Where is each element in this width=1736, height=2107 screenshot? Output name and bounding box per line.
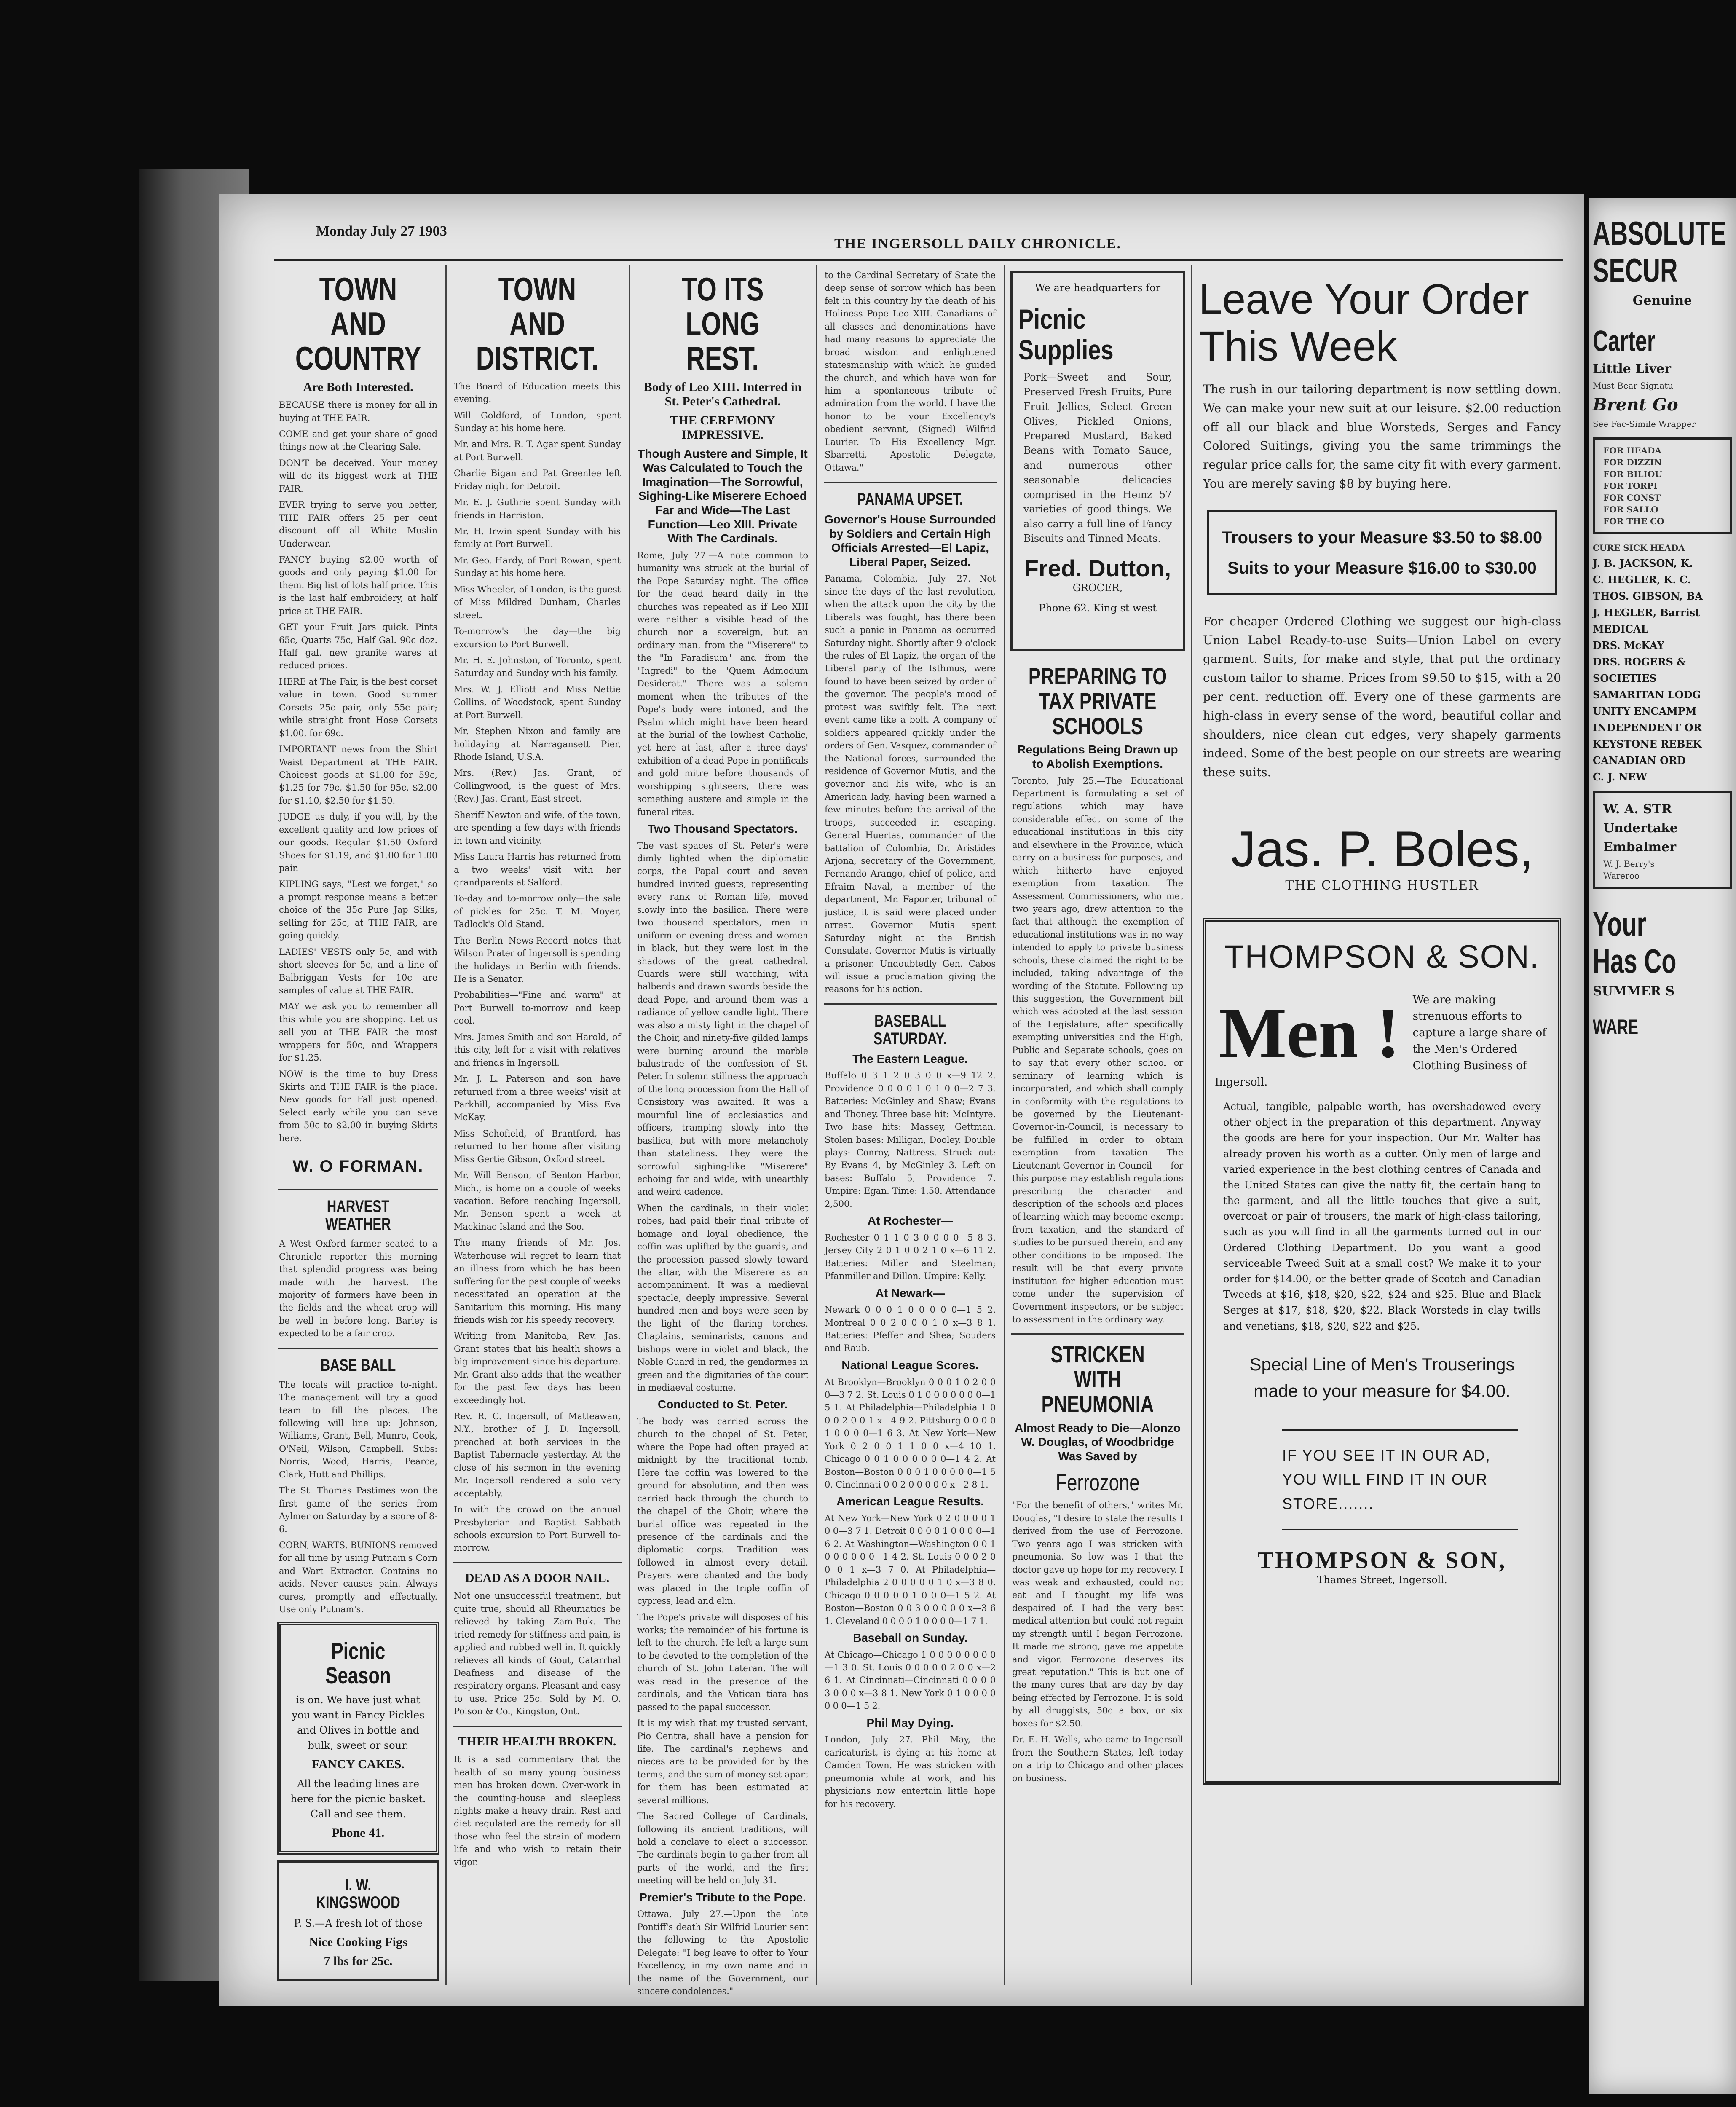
ferrozone-brand: Ferrozone: [1056, 1469, 1140, 1496]
boles-para-2: For cheaper Ordered Clothing we suggest our high-class Union Label Ready-to-use Suits—Union Label on every garment. Suits, for make and style, that put the ordinary custom tailor to shame. Prices from $9.50 to $15, with a 20 per cent. reduction off. Every one of these garments are high-class in every sense of the word, beautiful collar and shoulders, nice clean cut edges, very shapely garments indeed. Some of the best people on our streets are wearing these suits.: [1203, 614, 1561, 780]
fair-advert-paragraph: NOW is the time to buy Dress Skirts and THE FAIR is the place. New goods for Fall just opened. Select early while you can save from 50c to $2.00 in buying Skirts here.: [279, 1069, 437, 1143]
directory-entry: J. HEGLER, Barrist: [1593, 606, 1700, 619]
thompson-footer-address: Thames Street, Ingersoll.: [1317, 1574, 1447, 1586]
pope-para-6: It is my wish that my trusted servant, Pio Centra, shall have a pension for life. The cardinal's nephews and nieces are to be provided for by the terms, and the sum of money set apart for them has been estimated at several millions.: [637, 1718, 808, 1805]
column-rule: [1191, 265, 1192, 1985]
district-news-item: The Board of Education meets this evening.: [454, 381, 621, 405]
eastern-league-scores: Buffalo 0 3 1 2 0 3 0 0 x—9 12 2. Providence 0 0 0 0 1 0 1 0 0—2 7 3. Batteries: McGinley and Shaw; Evans and Thoney. Three base hit: McIntyre. Two base hits: Massey, Gettman. Stolen bases: Milligan, Dooley. Double plays: Conroy, Nattress. Struck out: By Evans 4, by McGinley 3. Left on bases: Buffalo 5, Providence 7. Umpire: Egan. Time: 1.50. Attendance 2,500.: [825, 1070, 996, 1209]
security-headline: SECUR: [1593, 252, 1678, 289]
subhead-at-rochester: At Rochester—: [867, 1214, 953, 1228]
district-news-item: To-day and to-morrow only—the sale of pickles for 25c. T. M. Moyer, Tadlock's Old Stand.: [454, 893, 621, 930]
fair-advert-paragraph: GET your Fruit Jars quick. Pints 65c, Quarts 75c, Half Gal. 90c doz. Half gal. new granite wares at reduced prices.: [279, 622, 437, 671]
fair-advert-paragraph: LADIES' VESTS only 5c, and with short sleeves for 5c, and a line of Balbriggan Vests for 10c are samples of value at THE FAIR.: [279, 946, 437, 995]
thompson-text: Actual, tangible, palpable worth, has overshadowed every other object in the preparation of this department. Anyway the goods are here for your inspection. Our Mr. Walter has already proven his worth as a cutter. Only men of large and varied experience in the best clothing centres of Canada and the United States can give the natty fit, the certain hang to the garment, and all the little touches that give a suit, overcoat or pair of trousers, the mark of high-class tailoring, such as you will find in all the garments turned out in our Ordered Clothing Department. Do you want a good serviceable Tweed Suit at a small cost? We make it to your order for $14.00, or the better grade of Scotch and Canadian Tweeds at $16, $18, $20, $22, $24 and $25. Blue and Black Serges at $17, $18, $20, $22. Black Worsteds in clay twills and venetians, $18, $20, $22 and $25.: [1223, 1100, 1541, 1332]
district-news-items: [449, 380, 626, 1555]
strad-advert: [1593, 791, 1732, 889]
district-news-item: Miss Wheeler, of London, is the guest of Miss Mildred Dunham, Charles street.: [454, 584, 621, 620]
masthead: [219, 194, 1584, 252]
district-news-item: Mr. Geo. Hardy, of Port Rowan, spent Sunday at his home here.: [454, 555, 621, 579]
has-co-headline: Has Co: [1593, 942, 1677, 980]
divider: [824, 482, 997, 483]
masthead-date: Monday July 27 1903: [316, 223, 447, 239]
door-nail-text: Not one unsuccessful treatment, but quite true, should all Rheumatics be relieved by taking Zam-Buk. The tried remedy for stiffness and pain, is applied and rubbed well in. It quickly relieves all kinds of Gout, Catarrhal Deafness and disease of the respiratory organs. Pleasant and easy to use. Price 25c. Sold by M. O. Poison & Co., Kingston, Ont.: [454, 1591, 621, 1717]
carters-box-line: FOR BILIOU: [1603, 469, 1662, 479]
facing-page-fragment: [1589, 198, 1736, 2094]
dutton-name: Fred. Dutton,: [1024, 555, 1171, 582]
subhead-national-league: National League Scores.: [841, 1358, 979, 1372]
baseball-text: The locals will practice to-night. The management will try a good team to fill the places. The following will line up: Johnson, Williams, Grant, Bell, Munro, Cook, O'Neil, Wilson, Campbell. Subs: Norris, Wood, Harris, Pearce, Clark, Hutt and Phillips.: [279, 1379, 437, 1480]
directory-entry: DRS. ROGERS &: [1593, 656, 1686, 668]
district-news-item: In with the crowd on the annual Presbyterian and Baptist Sabbath schools excursion to Port Burwell to-morrow.: [454, 1504, 621, 1553]
phil-may-text: London, July 27.—Phil May, the caricaturist, is dying at his home at Camden Town. He was stricken with pneumonia while at work, and his physicians now entertain little hope for his recovery.: [825, 1734, 996, 1809]
boles-trousers-price: Trousers to your Measure $3.50 to $8.00: [1222, 528, 1543, 547]
fair-advert-paragraph: DON'T be deceived. Your money will do its biggest work at THE FAIR.: [279, 458, 437, 494]
fancy-cakes-heading: FANCY CAKES.: [311, 1757, 405, 1772]
divider: [1011, 1333, 1184, 1335]
kingswood-item: Nice Cooking Figs: [309, 1935, 407, 1949]
subhead-ceremony-impressive: THE CEREMONY IMPRESSIVE.: [670, 413, 775, 442]
district-news-item: The many friends of Mr. Jos. Waterhouse will regret to learn that an illness from which he has been suffering for the past couple of weeks necessitated an operation at the Sanitarium this morning. His many friends wish for his speedy recovery.: [454, 1238, 621, 1325]
subhead-pneumonia: Almost Ready to Die—Alonzo W. Douglas, of Woodbridge Was Saved by: [1015, 1421, 1181, 1463]
column-pope-burial: [632, 265, 813, 1996]
pope-para-7: The Sacred College of Cardinals, following its ancient traditions, will hold a conclave to elect a successor. The cardinals begin to gather from all parts of the world, and the first meeting will be held on July 31.: [637, 1811, 808, 1886]
fair-advert-paragraph: MAY we ask you to remember all this while you are shopping. Let us sell you at THE FAIR the most wrappers for 50c, and Wrappers for $1.25.: [279, 1001, 437, 1063]
pope-para-4: The body was carried across the church to the chapel of St. Peter, where the Pope had often prayed at midnight by the traditional tomb. Here the coffin was lowered to the ground for absolution, and then was carried back through the church to the chapel of the Choir, where the burial office was repeated in the presence of the cardinals and the diplomatic corps. Tradition was followed in almost every detail. Prayers were chanted and the body was placed in the triple coffin of cypress, lead and elm.: [637, 1416, 808, 1606]
carters-box-line: FOR CONST: [1603, 493, 1661, 503]
district-news-item: Mr. H. Irwin spent Sunday with his family at Port Burwell.: [454, 526, 621, 550]
boles-headline: Leave Your Order This Week: [1199, 276, 1529, 370]
kingswood-price: 7 lbs for 25c.: [324, 1954, 393, 1968]
kingswood-name: I. W. KINGSWOOD: [316, 1876, 400, 1912]
district-news-item: Mr. H. E. Johnston, of Toronto, spent Saturday and Sunday with his family.: [454, 655, 621, 678]
column-town-and-country: [274, 265, 442, 1985]
boles-name: Jas. P. Boles,: [1230, 820, 1534, 877]
sunday-scores: At Chicago—Chicago 1 0 0 0 0 0 0 0 0—1 3 0. St. Louis 0 0 0 0 0 2 0 0 x—2 6 1. At Cincinnati—Cincinnati 0 0 0 0 3 0 0 0 x—3 8 1. New York 0 1 0 0 0 0 0 0 0—1 5 2.: [825, 1649, 996, 1711]
health-broken-text: It is a sad commentary that the health of so many young business men has broken down. Over-work in the counting-house and sleepless nights make a heavy drain. Rest and diet regulated are the remedy for all those who feel the strain of modern life and who wish to retain their vigor.: [454, 1754, 621, 1867]
headline-panama-upset: PANAMA UPSET.: [857, 490, 963, 509]
your-headline: Your: [1593, 905, 1646, 943]
subhead-baseball-sunday: Baseball on Sunday.: [853, 1631, 967, 1644]
district-news-item: Mr. and Mrs. R. T. Agar spent Sunday at Port Burwell.: [454, 439, 621, 462]
district-news-item: Miss Laura Harris has returned from a two weeks' visit with her grandparents at Salford.: [454, 852, 621, 887]
dutton-headline: Picnic Supplies: [1018, 303, 1114, 365]
masthead-rule: [274, 259, 1563, 261]
dutton-items: Pork—Sweet and Sour, Preserved Fresh Fruits, Pure Fruit Jellies, Select Green Olives, Pickled Onions, Prepared Mustard, Baked Beans with Tomato Sauce, and numerous other seasonable delicacies comprised in the Heinz 57 varieties of good things. We also carry a full line of Fancy Biscuits and Tinned Meats.: [1023, 371, 1172, 544]
tax-schools-text: Toronto, July 25.—The Educational Department is formulating a set of regulations which may have considerable effect on some of the educational institutions in this city and elsewhere in the Province, which carry on a business for purposes, and which hitherto have enjoyed exemption from taxation. The Assessment Commissioners, who met two years ago, drew attention to the fact that although the exemption of educational institutions was in no way intended to apply to private business schools, these claimed the right to be included, taking advantage of the wording of the Statute. Following up this suggestion, the Government bill which was adopted at the last session of the Legislature, after specifically exempting universities and the High, Public and Separate schools, goes on to say that every other school or seminary of learning which is incorporated, and which shall comply in conformity with the regulations to be governed by the Lieutenant-Governor-in-Council, is necessary to be fulfilled in order to obtain exemption from taxation. The Lieutenant-Governor-in-Council for this purpose may establish regulations prescribing the character and description of the schools and places of learning which may become exempt from taxation, and the standard of studies to be pursued therein, and any other conditions to be imposed. The result will be that every private institution for higher education must come under the supervision of Government inspectors, or be subject to assessment in the ordinary way.: [1012, 775, 1183, 1324]
carters-box-line: FOR HEADA: [1603, 445, 1661, 456]
thompson-name: THOMPSON & SON.: [1224, 938, 1540, 975]
cure-sick-headache: CURE SICK HEADA: [1593, 543, 1685, 553]
subhead-panama: Governor's House Surrounded by Soldiers and Certain High Officials Arrested—El Lapiz, Liberal Paper, Seized.: [824, 513, 997, 568]
district-news-item: To-morrow's the day—the big excursion to Port Burwell.: [454, 626, 621, 649]
directory-entry: CANADIAN ORD: [1593, 754, 1686, 767]
column-dutton-ferrozone: [1007, 265, 1188, 1985]
kingswood-ps: P. S.—A fresh lot of those: [294, 1917, 423, 1930]
dutton-intro: We are headquarters for: [1034, 282, 1161, 294]
district-news-item: Will Goldford, of London, spent Sunday at his home here.: [454, 410, 621, 433]
dr-wells-text: Dr. E. H. Wells, who came to Ingersoll from the Southern States, left today on a trip to Chicago and other places on business.: [1012, 1734, 1183, 1783]
fac-simile-wrapper: See Fac-Simile Wrapper: [1593, 419, 1696, 429]
carters-box-line: FOR TORPI: [1603, 481, 1658, 491]
carters-box: [1593, 437, 1732, 534]
pope-para-2: The vast spaces of St. Peter's were dimly lighted when the diplomatic corps, the Papal court and seven hundred invited guests, representing every rank of Roman life, moved slowly into the basilica. There were two thousand spectators, men in uniform or evening dress and women in black, but they were lost in the shadows of the great cathedral. Guards were still watching, with halberds and drawn swords beside the dead Pope, and around them was a radiance of yellow candle light. There was also a misty light in the chapel of the Choir, and ninety-five gilded lamps were burning around the marble balustrade of the confession of St. Peter. In solemn stillness the approach of the long procession from the Hall of Consistory was awaited. It was a mournful line of ecclesiastics and officers, tramping slowly into the basilica, but with more melancholy than stateliness. They were the sorrowful sighing-like "Miserere" echoing far and wide, with unearthly and weird cadence.: [637, 840, 808, 1197]
divider: [453, 1726, 622, 1727]
thompson-footer-name: THOMPSON & SON,: [1257, 1547, 1507, 1574]
headline-to-its-long-rest: TO ITS LONG REST.: [681, 271, 764, 377]
district-news-item: Rev. R. C. Ingersoll, of Matteawan, N.Y., brother of J. D. Ingersoll, preached at both services in the Baptist Tabernacle yesterday. At the close of his sermon in the evening Mr. Ingersoll rendered a solo very acceptably.: [454, 1411, 621, 1498]
headline-town-and-district: TOWN AND DISTRICT.: [476, 271, 599, 377]
subhead-at-newark: At Newark—: [875, 1286, 945, 1300]
column-panama-baseball: [820, 265, 1001, 1985]
column-rule: [445, 265, 447, 1985]
ware-label: WARE: [1593, 1015, 1638, 1039]
newark-scores: Newark 0 0 0 1 0 0 0 0 0—1 5 2. Montreal 0 0 2 0 0 0 1 0 x—3 8 1. Batteries: Pfeffer and Shea; Souders and Raub.: [825, 1305, 996, 1354]
dutton-picnic-advert: [1010, 271, 1185, 651]
column-town-and-district: [449, 265, 626, 1985]
business-directory: [1589, 557, 1736, 783]
subhead-austere-simple: Though Austere and Simple, It Was Calculated to Touch the Imagination—The Sorrowful, Sighing-Like Miserere Echoed Far and Wide—The Last Function—Leo XIII. Private With The Cardinals.: [638, 447, 808, 545]
boles-tagline: THE CLOTHING HUSTLER: [1285, 878, 1479, 893]
harvest-text: A West Oxford farmer seated to a Chronicle reporter this morning that splendid progress was being made with the harvest. The majority of farmers have been in the fields and the wheat crop will be well in before long. Barley is expected to be a fair crop.: [279, 1238, 437, 1339]
directory-entry: THOS. GIBSON, BA: [1593, 590, 1703, 602]
headline-stricken-with-pneumonia: STRICKEN WITH PNEUMONIA: [1041, 1341, 1154, 1417]
picnic-season-advert: [277, 1622, 439, 1855]
subhead-premiers-tribute: Premier's Tribute to the Pope.: [639, 1890, 806, 1904]
carters-box-line: FOR DIZZIN: [1603, 457, 1662, 467]
subhead-tax-regulations: Regulations Being Drawn up to Abolish Exemptions.: [1017, 743, 1178, 770]
boles-price-box: [1207, 510, 1557, 595]
subhead-conducted-to-st-peter: Conducted to St. Peter.: [657, 1398, 788, 1411]
directory-entry: SOCIETIES: [1593, 672, 1657, 684]
district-news-item: Charlie Bigan and Pat Greenlee left Friday night for Detroit.: [454, 468, 621, 491]
column-clothing-adverts: [1195, 265, 1570, 1985]
divider: [278, 1348, 438, 1349]
district-news-item: Writing from Manitoba, Rev. Jas. Grant states that his health shows a big improvement since his departure. Mr. Grant also adds that the weather for the past few days has been exceedingly hot.: [454, 1331, 621, 1405]
national-league-scores: At Brooklyn—Brooklyn 0 0 0 1 0 2 0 0 0—3 7 2. St. Louis 0 1 0 0 0 0 0 0 0—1 5 1. At Philadelphia—Philadelphia 1 0 0 0 2 0 0 1 x—4 9 2. Pittsburg 0 0 0 0 1 0 0 0 0—1 6 3. At New York—New York 0 2 0 0 1 1 0 0 x—4 10 1. Chicago 0 0 1 0 0 0 0 0 0—1 4 2. At Boston—Boston 0 0 0 1 0 0 0 0 0—1 5 0. Cincinnati 0 0 2 0 0 0 0 0 x—2 8 1.: [825, 1377, 996, 1490]
directory-entry: C. J. NEW: [1593, 771, 1647, 783]
rochester-scores: Rochester 0 1 1 0 3 0 0 0 0—5 8 3. Jersey City 2 0 1 0 0 2 1 0 x—6 11 2. Batteries: Miller and Steelman; Pfanmiller and Dillon. Umpire: Kelly.: [825, 1232, 996, 1281]
absolute-headline: ABSOLUTE: [1593, 214, 1726, 252]
subhead-town-and-country: Are Both Interested.: [303, 380, 413, 394]
thompson-advert: [1203, 918, 1561, 1785]
thompson-special: [1215, 1351, 1549, 1404]
forman-signature: W. O FORMAN.: [292, 1157, 424, 1176]
boles-advert: [1195, 276, 1570, 893]
divider: [453, 1562, 622, 1563]
headline-base-ball: BASE BALL: [320, 1356, 396, 1375]
district-news-item: The Berlin News-Record notes that Wilson Prater of Ingersoll is spending the holidays in Berlin with friends. He is a Senator.: [454, 935, 621, 984]
subhead-body-of-leo: Body of Leo XIII. Interred in St. Peter's Cathedral.: [643, 380, 802, 409]
must-bear-signature: Must Bear Signatu: [1593, 381, 1674, 391]
district-news-item: Sheriff Newton and wife, of the town, are spending a few days with friends in town and vicinity.: [454, 810, 621, 846]
st-thomas-text: The St. Thomas Pastimes won the first game of the series from Aylmer on Saturday by a score of 8-6.: [279, 1485, 437, 1534]
thompson-blurb: We are making strenuous efforts to capture a large share of the Men's Ordered Clothing Business of Ingersoll.: [1215, 993, 1546, 1088]
directory-entry: C. HEGLER, K. C.: [1593, 574, 1691, 586]
fair-advert-paragraphs: [274, 399, 442, 1145]
masthead-paper-name: THE INGERSOLL DAILY CHRONICLE.: [834, 236, 1121, 252]
thompson-men-headline: Men !: [1219, 993, 1400, 1072]
picnic-phone: Phone 41.: [332, 1826, 385, 1840]
carters-box-line: FOR THE CO: [1603, 516, 1664, 526]
carters-headline: Carter: [1593, 324, 1656, 357]
boles-suits-price: Suits to your Measure $16.00 to $30.00: [1227, 558, 1537, 577]
fair-advert-paragraph: IMPORTANT news from the Shirt Waist Department at THE FAIR. Choicest goods at $1.00 for 59c, $1.25 for 79c, $1.50 for 95c, $2.00 for $1.10, $2.50 for $1.50.: [279, 744, 437, 806]
fair-advert-paragraph: KIPLING says, "Lest we forget," so a prompt response means a better choice of the 35c Pure Jap Silks, selling for 25c, at THE FAIR, are going quickly.: [279, 879, 437, 941]
district-news-item: Mrs. James Smith and son Harold, of this city, left for a visit with relatives and friends in Ingersoll.: [454, 1032, 621, 1068]
summer-label: SUMMER S: [1593, 984, 1675, 999]
directory-entry: INDEPENDENT OR: [1593, 721, 1702, 734]
carters-signature: Brent Go: [1593, 395, 1678, 415]
district-news-item: Mrs. W. J. Elliott and Miss Nettie Collins, of Woodstock, spent Sunday at Port Burwell.: [454, 684, 621, 720]
directory-entry: J. B. JACKSON, K.: [1593, 557, 1693, 569]
dutton-phone: Phone 62. King st west: [1039, 602, 1157, 614]
picnic-season-text: is on. We have just what you want in Fancy Pickles and Olives in bottle and bulk, sweet or sour.: [292, 1694, 425, 1752]
american-league-scores: At New York—New York 0 2 0 0 0 0 1 0 0—3 7 1. Detroit 0 0 0 0 1 0 0 0 0—1 6 2. At Washington—Washington 0 0 1 0 0 0 0 0 0—1 4 2. St. Louis 0 0 0 2 0 0 0 1 x—3 7 0. At Philadelphia—Philadelphia 2 0 0 0 0 0 1 0 x—3 8 0. Chicago 0 0 0 0 0 1 0 0 0—1 5 2. At Boston—Boston 0 0 3 0 0 0 0 0 x—3 6 1. Cleveland 0 0 0 0 1 0 0 0 0—1 7 1.: [825, 1513, 996, 1626]
panama-text: Panama, Colombia, July 27.—Not since the days of the last revolution, when the attack upon the city by the Liberals was fought, has there been such a panic in Panama as occurred Saturday night. Shortly after 9 o'clock the rules of El Lapiz, the organ of the Liberal party of the Isthmus, were found to have been seized by order of the governor. The people's mood of protest was swiftly felt. The next event came like a bolt. A company of soldiers appeared quickly under the orders of Gen. Vasquez, commander of the National forces, surrounded the residence of Governor Mutis, and the governor and his wife, who is an American lady, having been warned a few minutes before the arrival of the troops, succeeded in escaping. General Huertas, commander of the battalion of Colombia, Dr. Aristides Arjona, secretary of the Government, Fernando Arango, chief of police, and Efraim Naval, a member of the department, Mr. Faporter, tribunal of justice, it is said were placed under arrest. Governor Mutis spent Saturday night at the British Consulate. Governor Mutis is virtually a prisoner. Undoubtedly Gen. Cabos will issue a proclamation giving the reasons for his action.: [825, 574, 996, 995]
directory-entry: UNITY ENCAMPM: [1593, 705, 1697, 717]
strad-line-4: Wareroo: [1603, 871, 1640, 881]
kingswood-advert: [277, 1860, 439, 1981]
district-news-item: Mr. Will Benson, of Benton Harbor, Mich., is home on a couple of weeks vacation. Before reaching Ingersoll, Mr. Benson spent a week at Mackinac Island and the Soo.: [454, 1170, 621, 1232]
fair-advert-paragraph: BECAUSE there is money for all in buying at THE FAIR.: [279, 400, 437, 423]
column-rule: [1004, 265, 1005, 1985]
thompson-special-line-2: made to your measure for $4.00.: [1254, 1381, 1511, 1401]
subhead-american-league: American League Results.: [836, 1495, 984, 1508]
headline-harvest-weather: HARVEST WEATHER: [325, 1197, 391, 1234]
fair-advert-paragraph: COME and get your share of good things now at the Clearing Sale.: [279, 429, 437, 452]
district-news-item: Probabilities—"Fine and warm" at Port Burwell to-morrow and keep cool.: [454, 990, 621, 1026]
subhead-eastern-league: The Eastern League.: [852, 1052, 968, 1065]
strad-name: W. A. STR: [1603, 802, 1672, 817]
carters-box-line: FOR SALLO: [1603, 504, 1658, 515]
strad-line-1: Undertake: [1603, 821, 1678, 836]
newspaper-page: [219, 194, 1584, 2006]
column-rule: [629, 265, 630, 1985]
headline-town-and-country: TOWN AND COUNTRY: [295, 271, 421, 377]
headline-preparing-to-tax: PREPARING TO TAX PRIVATE SCHOOLS: [1028, 663, 1167, 739]
fair-advert-paragraph: EVER trying to serve you better, THE FAIR offers 25 per cent discount off all White Muslin Underwear.: [279, 500, 437, 549]
fancy-cakes-text: All the leading lines are here for the picnic basket. Call and see them.: [290, 1777, 426, 1820]
headline-dead-as-door-nail: DEAD AS A DOOR NAIL.: [465, 1571, 610, 1585]
thompson-special-line-1: Special Line of Men's Trouserings: [1249, 1354, 1515, 1374]
fair-advert-paragraph: HERE at The Fair, is the best corset value in town. Good summer Corsets 25c pair, only 55c pair; while straight front Hose Corsets $1.00, for 69c.: [279, 676, 437, 738]
divider: [278, 1189, 438, 1190]
boles-para: The rush in our tailoring department is now settling down. We can make your new suit at our leisure. $2.00 reduction off all our black and blue Worsteds, Serges and Fancy Colored Suitings, giving you the same trimmings the regular price calls for, the same city fit with every garment. You are merely saving $8 by buying here.: [1203, 382, 1561, 491]
fair-advert-paragraph: JUDGE us duly, if you will, by the excellent quality and low prices of our goods. Regular $1.50 Oxford Shoes for $1.19, and $1.00 for 1.00 pair.: [279, 812, 437, 874]
district-news-item: Mr. J. L. Paterson and son have returned from a three weeks' visit at Parkhill, accompanied by Miss Eva McKay.: [454, 1074, 621, 1123]
laurier-letter-text: to the Cardinal Secretary of State the deep sense of sorrow which has been felt in this country by the death of his Holiness Pope Leo XIII. Canadians of all classes and denominations have had many reasons to appreciate the broad wisdom and enlightened statesmanship with which he guided the church, and which have won for him a spontaneous tribute of admiration from the world. I have the honor to be your Excellency's obedient servant, (Signed) Wilfrid Laurier. To His Excellency Mgr. Sbarretti, Apostolic Delegate, Ottawa.": [825, 270, 996, 473]
district-news-item: Mrs. (Rev.) Jas. Grant, of Collingwood, is the guest of Mrs. (Rev.) Jas. Grant, East street.: [454, 768, 621, 804]
column-rule: [816, 265, 817, 1985]
directory-entry: DRS. McKAY: [1593, 639, 1664, 651]
pope-para-8: Ottawa, July 27.—Upon the late Pontiff's death Sir Wilfrid Laurier sent the following to the Apostolic Delegate: "I beg leave to offer to Your Excellency, in my own name and in the name of the Government, our sincere condolences.": [637, 1909, 808, 1996]
headline-baseball-saturday: BASEBALL SATURDAY.: [873, 1011, 947, 1048]
pope-para-1: Rome, July 27.—A note common to humanity was struck at the burial of the Pope Saturday night. The office for the dead heard daily in the churches was repeated as if Leo XIII were neither a visible head of the church nor a sovereign, but an ordinary man, from the "Miserere" to the "In Paradisum" and from the "Ingredi" to the "Quem Admodum Desiderat." There was a solemn moment when the tributes of the Pope's body were intoned, and the Psalm which might have been heard at the burial of the lowliest Catholic, yet here at last, after a three days' exhibition of a dead Pope in pontificals and gold mitre before thousands of worshipping sightseers, there was something austere and simple in the funeral rites.: [637, 550, 808, 817]
corn-warts-text: CORN, WARTS, BUNIONS removed for all time by using Putnam's Corn and Wart Extractor. Contains no acids. Never causes pain. Always cures, promptly and effectually. Use only Putnam's.: [279, 1540, 437, 1615]
subhead-phil-may-dying: Phil May Dying.: [866, 1716, 954, 1729]
subhead-two-thousand-spectators: Two Thousand Spectators.: [648, 822, 798, 836]
headline-their-health-broken: THEIR HEALTH BROKEN.: [458, 1734, 616, 1748]
pneumonia-text: "For the benefit of others," writes Mr. Douglas, "I desire to state the results I derived from the use of Ferrozone. Two years ago I was stricken with pneumonia. So low was I that the doctor gave up hope for my recovery. I was weak and exhausted, could not eat and I thought my life was despaired of. I had the very best medical attention but could not regain my strength until I began Ferrozone. It made me strong, gave me appetite and vigor. Ferrozone deserves its great reputation." This is but one of the many cures that are day by day being effected by Ferrozone. It is sold by all druggists, 50c a box, or six boxes for $2.50.: [1012, 1500, 1183, 1729]
directory-entry: SAMARITAN LODG: [1593, 689, 1701, 701]
divider: [824, 1003, 997, 1005]
district-news-item: Mr. E. J. Guthrie spent Sunday with friends in Harriston.: [454, 497, 621, 520]
dutton-role: GROCER,: [1072, 582, 1123, 594]
fair-advert-paragraph: FANCY buying $2.00 worth of goods and only paying $1.00 for them. Big list of lots half price. This is the last half embroidery, at half price at THE FAIR.: [279, 554, 437, 616]
pope-para-5: The Pope's private will disposes of his works; the remainder of his fortune is left to the church. He left a large sum to be devoted to the completion of the church of St. John Lateran. The will was read in the presence of the cardinals, and the Vatican tiara has passed to the papal successor.: [637, 1612, 808, 1712]
directory-entry: MEDICAL: [1593, 623, 1648, 635]
picnic-season-headline: Picnic Season: [325, 1637, 391, 1689]
strad-line-2: Embalmer: [1603, 840, 1677, 855]
district-news-item: Miss Schofield, of Brantford, has returned to her home after visiting Miss Gertie Gibson, Oxford street.: [454, 1128, 621, 1164]
genuine-label: Genuine: [1632, 293, 1692, 308]
thompson-slogan: IF YOU SEE IT IN OUR AD, YOU WILL FIND IT IN OUR STORE.......: [1282, 1429, 1518, 1530]
pope-para-3: When the cardinals, in their violet robes, had paid their final tribute of homage and loyal obedience, the coffin was uplifted by the guards, and the procession passed slowly toward the altar, with the Miserere as an accompaniment. It was a medieval spectacle, deeply impressive. Several hundred men and boys were seen by the light of the flaring torches. Chaplains, seminarists, canons and bishops were in violet and black, the Noble Guard in red, the gendarmes in green and the dignitaries of the court in mediaeval costume.: [637, 1203, 808, 1393]
little-liver-label: Little Liver: [1593, 362, 1671, 376]
district-news-item: Mr. Stephen Nixon and family are holidaying at Narragansett Pier, Rhode Island, U.S.A.: [454, 726, 621, 762]
directory-entry: KEYSTONE REBEK: [1593, 738, 1702, 750]
strad-line-3: W. J. Berry's: [1603, 859, 1655, 869]
